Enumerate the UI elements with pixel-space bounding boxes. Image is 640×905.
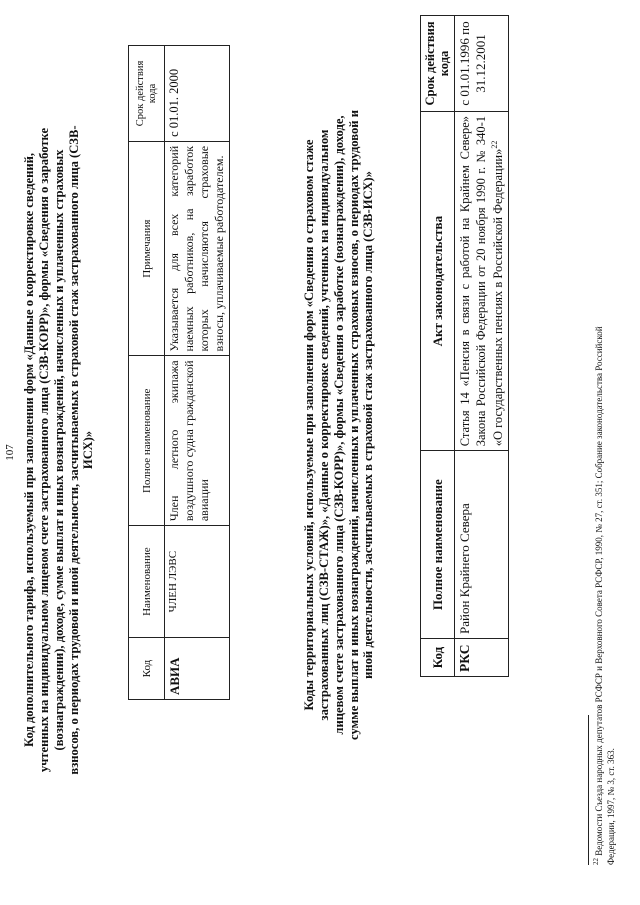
footnote — [592, 295, 617, 865]
validity-cell: с 01.01.1996 по 31.12.2001 — [455, 16, 509, 112]
col-header-code: Код — [421, 639, 455, 677]
footnote-rule — [588, 715, 589, 865]
col-header-validity: Срок действия кода — [129, 46, 165, 142]
section2-heading: Коды территориальных условий, используемые при заполнении форм «Сведения о страховом стаже застрахованных лиц (СЗВ-СТАЖ)», «Данные о корректировке сведений, учтенных на индивидуальном лицевом счете застрахованного лица (СЗВ-КОРР)», формы «Сведения о заработке (вознаграждении), доходе, сумме выплат и иных вознаграждений, начисленных и уплаченных страховых взносов, о периодах трудовой и иной деятельности, засчитываемых в страховой стаж застрахованного лица (СЗВ-ИСХ)» — [302, 110, 376, 740]
table-row — [165, 46, 230, 700]
code-cell: РКС — [455, 639, 509, 677]
col-header-act: Акт законодательства — [421, 111, 455, 450]
footnote-marker: 22 — [592, 858, 600, 865]
col-header-code: Код — [129, 638, 165, 700]
full-name-cell: Район Крайнего Севера — [455, 451, 509, 639]
tariff-table — [128, 45, 230, 700]
col-header-full-name: Полное наименование — [129, 356, 165, 526]
footnote-text: Ведомости Съезда народных депутатов РСФСР и Верховного Совета РСФСР, 1990, № 27, ст. 351; Собрание законодательства Российской Федерации, 1997, № 3, ст. 363. — [594, 326, 617, 865]
name-cell: ЧЛЕН ЛЭВС — [165, 526, 230, 638]
code-cell: АВИА — [165, 638, 230, 700]
validity-cell: с 01.01. 2000 — [165, 46, 230, 142]
notes-cell: Указывается для всех категорий наемных работников, на заработок которых начисляются страховые взносы, уплачиваемые работодателем. — [165, 141, 230, 356]
col-header-full-name: Полное наименование — [421, 451, 455, 639]
act-text: Статья 14 «Пенсия в связи с работой на Крайнем Севере» Закона Российской Федерации от 20 ноября 1990 г. № 340-1 «О государственных пенсиях в Российской Федерации» — [458, 115, 505, 447]
col-header-validity: Срок действия кода — [421, 16, 455, 112]
page-number: 107 — [4, 444, 16, 461]
territorial-table — [420, 15, 509, 677]
act-cell — [455, 111, 509, 450]
col-header-notes: Примечания — [129, 141, 165, 356]
section1-heading: Код дополнительного тарифа, используемый при заполнении форм «Данные о корректировке сведений, учтенных на индивидуальном лицевом счете застрахованного лица (СЗВ-КОРР)», формы «Сведения о заработке (вознаграждении), доходе, сумме выплат и иных вознаграждений, начисленных и уплаченных страховых взносов, о периодах трудовой и иной деятельности, засчитываемых в страховой стаж застрахованного лица (СЗВ-ИСХ)» — [22, 125, 96, 775]
full-name-cell: Член летного экипажа воздушного судна гражданской авиации — [165, 356, 230, 526]
col-header-name: Наименование — [129, 526, 165, 638]
table-row — [455, 16, 509, 677]
footnote-ref: 22 — [489, 140, 499, 149]
